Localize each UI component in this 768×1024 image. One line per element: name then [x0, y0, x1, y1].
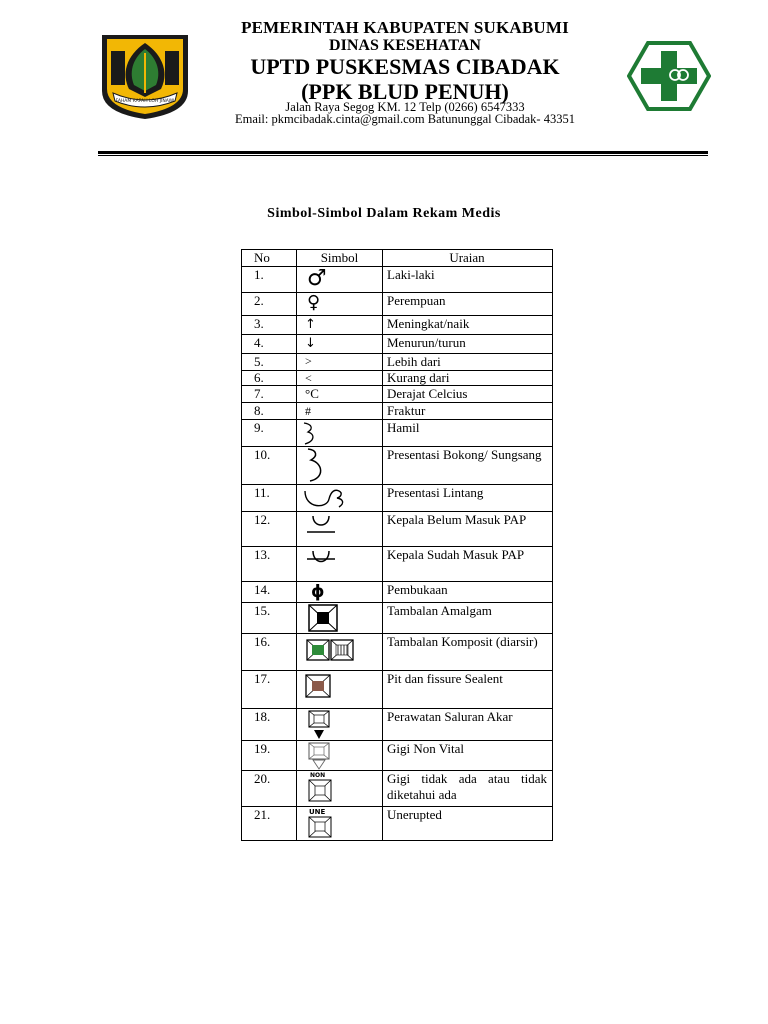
table-row — [242, 485, 553, 512]
header-institution: UPTD PUSKESMAS CIBADAK — [250, 54, 560, 79]
document-title: Simbol-Simbol Dalam Rekam Medis — [267, 206, 501, 221]
row-number: 4. — [242, 335, 297, 354]
row-number: 10. — [242, 447, 297, 485]
row-description: Laki-laki — [383, 267, 553, 293]
symbol-cell — [297, 335, 383, 354]
row-number: 16. — [242, 634, 297, 671]
row-description: Kepala Belum Masuk PAP — [383, 512, 553, 547]
row-description: Perawatan Saluran Akar — [383, 709, 553, 741]
table-row — [242, 603, 553, 634]
row-number: 17. — [242, 671, 297, 709]
table-row — [242, 671, 553, 709]
pit-fissure-sealant-icon — [297, 671, 347, 708]
unerupted-tooth-graphic — [308, 816, 334, 839]
celsius-icon: °C — [305, 386, 319, 401]
row-number: 19. — [242, 741, 297, 771]
header-email: Email: pkmcibadak.cinta@gmail.com Batununggal Cibadak- 43351 — [235, 112, 575, 126]
symbol-table — [241, 249, 553, 841]
breech-presentation-icon — [297, 447, 337, 484]
row-description: Presentasi Lintang — [383, 485, 553, 512]
row-description: Fraktur — [383, 403, 553, 420]
table-row — [242, 709, 553, 741]
symbol-cell — [297, 447, 383, 485]
symbol-cell — [297, 741, 383, 771]
symbol-cell — [297, 547, 383, 582]
row-number: 20. — [242, 771, 297, 807]
symbol-cell — [297, 582, 383, 603]
svg-text:FAHAM RAPAH LOH JINAWI: FAHAM RAPAH LOH JINAWI — [115, 99, 175, 104]
arrow-down-icon: ↓ — [305, 336, 316, 351]
unerupted-tooth-icon — [297, 807, 357, 840]
table-row — [242, 371, 553, 386]
table-header-row — [242, 250, 553, 267]
greater-than-icon: > — [305, 354, 312, 368]
header-government: PEMERINTAH KABUPATEN SUKABUMI — [241, 18, 569, 37]
row-description: Tambalan Amalgam — [383, 603, 553, 634]
row-number: 7. — [242, 386, 297, 403]
table-row — [242, 354, 553, 371]
column-header-description: Uraian — [383, 250, 553, 267]
composite-filling-icon — [297, 634, 367, 670]
row-number: 9. — [242, 420, 297, 447]
symbol-cell — [297, 603, 383, 634]
table-row — [242, 316, 553, 335]
header-address: Jalan Raya Segog KM. 12 Telp (0266) 6547333 — [285, 100, 525, 114]
symbol-cell — [297, 485, 383, 512]
symbol-cell — [297, 371, 383, 386]
table-row — [242, 420, 553, 447]
dilation-icon: ɸ — [311, 582, 325, 602]
puskesmas-logo — [627, 41, 711, 111]
hash-icon: # — [305, 404, 311, 418]
missing-tooth-graphic — [308, 779, 334, 803]
unerupted-tooth-label: UNE — [309, 808, 326, 816]
table-row — [242, 403, 553, 420]
row-description: Derajat Celcius — [383, 386, 553, 403]
header-department: DINAS KESEHATAN — [329, 37, 481, 54]
row-description: Pit dan fissure Sealent — [383, 671, 553, 709]
row-description: Menurun/turun — [383, 335, 553, 354]
non-vital-tooth-icon — [297, 741, 347, 770]
symbol-cell — [297, 386, 383, 403]
table-row — [242, 771, 553, 807]
missing-tooth-icon — [297, 771, 357, 806]
table-row — [242, 447, 553, 485]
row-description: Meningkat/naik — [383, 316, 553, 335]
less-than-icon: < — [305, 371, 312, 385]
symbol-cell — [297, 316, 383, 335]
row-number: 2. — [242, 293, 297, 316]
symbol-cell — [297, 512, 383, 547]
male-symbol-icon: ♂ — [307, 266, 327, 291]
table-row — [242, 267, 553, 293]
symbol-cell — [297, 354, 383, 371]
row-description: Hamil — [383, 420, 553, 447]
header-divider-thin — [98, 155, 708, 156]
symbol-cell — [297, 634, 383, 671]
symbol-cell — [297, 403, 383, 420]
table-row — [242, 634, 553, 671]
head-not-engaged-icon — [297, 512, 347, 546]
row-number: 8. — [242, 403, 297, 420]
table-row — [242, 741, 553, 771]
row-number: 12. — [242, 512, 297, 547]
row-number: 21. — [242, 807, 297, 841]
row-number: 1. — [242, 267, 297, 293]
row-number: 18. — [242, 709, 297, 741]
row-description: Kurang dari — [383, 371, 553, 386]
symbol-cell — [297, 420, 383, 447]
row-description: Pembukaan — [383, 582, 553, 603]
symbol-cell — [297, 267, 383, 293]
column-header-no: No — [242, 250, 297, 267]
row-number: 14. — [242, 582, 297, 603]
arrow-up-icon: ↑ — [305, 317, 316, 332]
column-header-symbol: Simbol — [297, 250, 383, 267]
symbol-cell — [297, 807, 383, 841]
table-row — [242, 547, 553, 582]
row-number: 11. — [242, 485, 297, 512]
row-description: Tambalan Komposit (diarsir) — [383, 634, 553, 671]
row-description: Perempuan — [383, 293, 553, 316]
table-row — [242, 582, 553, 603]
table-row — [242, 293, 553, 316]
symbol-cell — [297, 671, 383, 709]
amalgam-filling-icon — [297, 603, 347, 633]
row-description: Gigi Non Vital — [383, 741, 553, 771]
symbol-cell — [297, 771, 383, 807]
row-number: 15. — [242, 603, 297, 634]
header-status: (PPK BLUD PENUH) — [301, 79, 509, 104]
head-engaged-icon — [297, 547, 347, 581]
row-description: Gigi tidak ada atau tidak diketahui ada — [383, 771, 553, 807]
table-row — [242, 807, 553, 841]
missing-tooth-label: NON — [310, 772, 326, 779]
table-row — [242, 512, 553, 547]
table-row — [242, 386, 553, 403]
row-description: Presentasi Bokong/ Sungsang — [383, 447, 553, 485]
table-row — [242, 335, 553, 354]
row-number: 13. — [242, 547, 297, 582]
row-number: 5. — [242, 354, 297, 371]
symbol-cell — [297, 293, 383, 316]
female-symbol-icon: ♀ — [307, 292, 321, 313]
pregnant-icon — [297, 420, 337, 446]
symbol-cell — [297, 709, 383, 741]
row-description: Lebih dari — [383, 354, 553, 371]
root-canal-icon — [297, 709, 347, 740]
row-description: Unerupted — [383, 807, 553, 841]
row-number: 3. — [242, 316, 297, 335]
sukabumi-regency-logo — [99, 33, 191, 121]
transverse-presentation-icon — [297, 485, 357, 511]
row-number: 6. — [242, 371, 297, 386]
row-description: Kepala Sudah Masuk PAP — [383, 547, 553, 582]
header-divider-thick — [98, 151, 708, 154]
